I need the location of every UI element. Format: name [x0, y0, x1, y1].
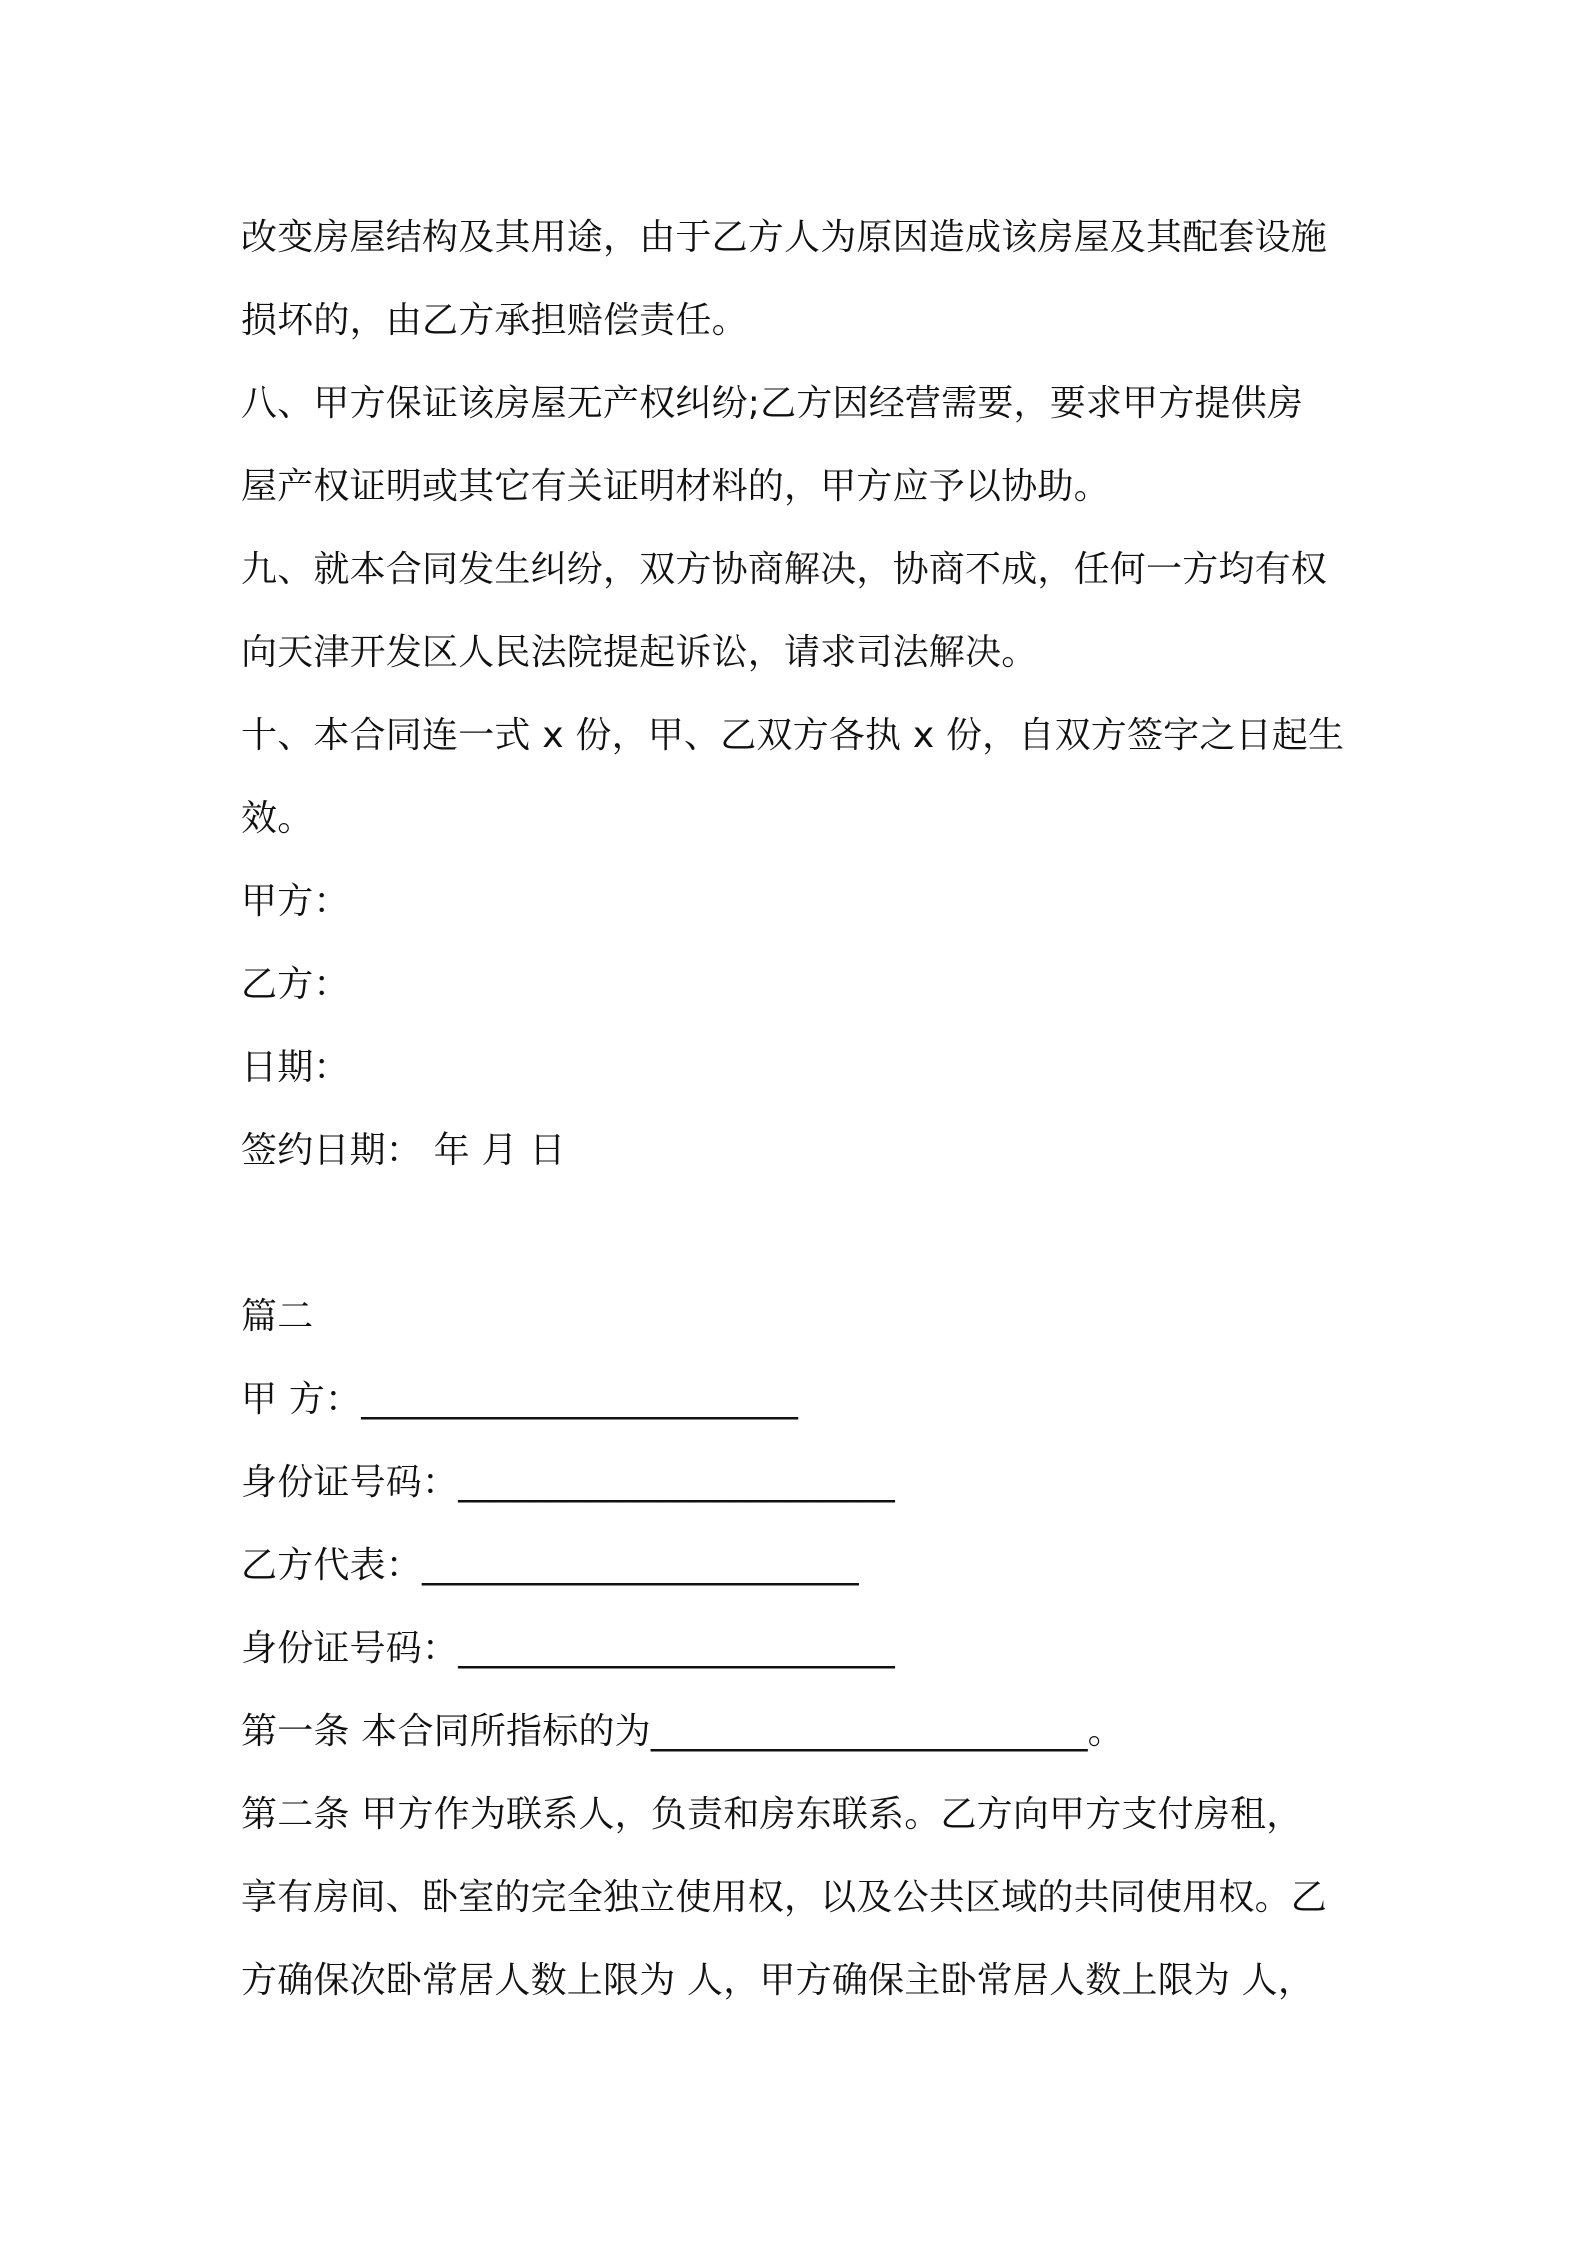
- party-b-representative-field: 乙方代表：________________________: [241, 1545, 859, 1586]
- party-a-field: 甲 方：________________________: [241, 1379, 799, 1420]
- article-1: 第一条 本合同所指标的为________________________。: [241, 1711, 1124, 1752]
- section-title: 篇二: [241, 1296, 314, 1337]
- date-label: 日期：: [241, 1047, 350, 1088]
- text-line: 向天津开发区人民法院提起诉讼，请求司法解决。: [241, 632, 1038, 673]
- text-line: 享有房间、卧室的完全独立使用权，以及公共区域的共同使用权。乙: [241, 1877, 1328, 1918]
- party-b-id-field: 身份证号码：________________________: [241, 1628, 895, 1669]
- text-line: 屋产权证明或其它有关证明材料的，甲方应予以协助。: [241, 466, 1110, 507]
- text-line: 损坏的，由乙方承担赔偿责任。: [241, 300, 748, 341]
- text-line: 效。: [241, 798, 314, 839]
- clause-9: 九、就本合同发生纠纷，双方协商解决，协商不成，任何一方均有权: [241, 549, 1328, 590]
- party-a-id-field: 身份证号码：________________________: [241, 1462, 895, 1503]
- signing-date-label: 签约日期： 年 月 日: [241, 1130, 566, 1171]
- party-a-signature-label: 甲方：: [241, 881, 350, 922]
- text-line: 改变房屋结构及其用途，由于乙方人为原因造成该房屋及其配套设施: [241, 217, 1328, 258]
- document-body: [241, 196, 1361, 2022]
- article-2: 第二条 甲方作为联系人，负责和房东联系。乙方向甲方支付房租，: [241, 1794, 1303, 1835]
- text-line: 方确保次卧常居人数上限为 人，甲方确保主卧常居人数上限为 人，: [241, 1960, 1315, 2001]
- party-b-signature-label: 乙方：: [241, 964, 350, 1005]
- clause-8: 八、甲方保证该房屋无产权纠纷;乙方因经营需要，要求甲方提供房: [241, 383, 1304, 424]
- clause-10: 十、本合同连一式 x 份，甲、乙双方各执 x 份，自双方签字之日起生: [241, 715, 1345, 756]
- section-gap: [241, 1192, 1361, 1275]
